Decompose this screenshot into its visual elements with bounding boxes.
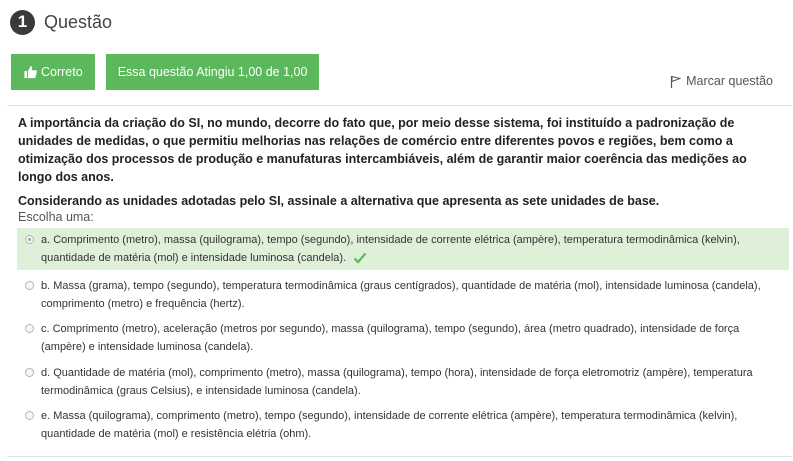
option-e-text: e. Massa (quilograma), comprimento (metro), tempo (segundo), intensidade de corrente elétrica (ampère), temperatura termodinâmica (kelvin), quantidade de matéria (mol) e resistência elétria (ohm). xyxy=(41,410,738,440)
option-d-text: d. Quantidade de matéria (mol), comprimento (metro), massa (quilograma), tempo (hora), intensidade de força eletromotriz (ampère), temperatura termodinâmica (graus Celsius), e intensidade luminosa (candela). xyxy=(41,367,753,397)
radio-option-a[interactable] xyxy=(25,235,34,244)
grade-badge xyxy=(106,54,320,90)
status-row xyxy=(11,54,319,90)
flag-question-link[interactable] xyxy=(670,74,773,88)
radio-option-b[interactable] xyxy=(25,281,34,290)
option-b-text: b. Massa (grama), tempo (segundo), temperatura termodinâmica (graus centígrados), quantidade de matéria (mol), intensidade luminosa (candela), comprimento (metro) e frequência (hertz). xyxy=(41,280,761,310)
question-text xyxy=(18,114,763,216)
flag-icon xyxy=(670,75,681,88)
status-label: Correto xyxy=(41,65,83,79)
radio-option-c[interactable] xyxy=(25,324,34,333)
question-text-paragraph-2: Considerando as unidades adotadas pelo SI, assinale a alternativa que apresenta as sete unidades de base. xyxy=(18,194,660,208)
question-text-paragraph-1: A importância da criação do SI, no mundo, decorre do fato que, por meio desse sistema, foi instituído a padronização de unidades de medidas, o que permitiu melhorias nas relações de comércio entre diferentes povos e regiões, bem como a otimização dos processos de produção e manufaturas intercambiáveis, além de garantir maior coerência das medições ao longo dos anos. xyxy=(18,116,747,184)
checkmark-icon xyxy=(353,252,367,264)
answer-option-c[interactable] xyxy=(17,317,789,359)
choose-one-label: Escolha uma: xyxy=(18,210,94,224)
question-title: Questão xyxy=(44,11,113,32)
answer-option-a[interactable] xyxy=(17,228,789,270)
status-badge xyxy=(11,54,95,90)
answer-option-e[interactable] xyxy=(17,404,789,446)
question-number-badge: 1 xyxy=(10,10,35,35)
grade-label: Essa questão Atingiu 1,00 de 1,00 xyxy=(117,65,308,79)
option-a-text: a. Comprimento (metro), massa (quilograma), tempo (segundo), intensidade de corrente elétrica (ampère), temperatura termodinâmica (kelvin), quantidade de matéria (mol) e intensidade luminosa (candela). xyxy=(41,234,740,264)
answer-option-b[interactable] xyxy=(17,274,789,316)
question-content xyxy=(7,105,792,457)
answer-option-d[interactable] xyxy=(17,361,789,403)
question-header xyxy=(10,8,112,36)
thumbs-up-icon xyxy=(23,65,38,79)
radio-option-e[interactable] xyxy=(25,411,34,420)
flag-label: Marcar questão xyxy=(686,74,773,88)
option-c-text: c. Comprimento (metro), aceleração (metros por segundo), massa (quilograma), tempo (segundo), área (metro quadrado), intensidade de força (ampère) e intensidade luminosa (candela). xyxy=(41,323,740,353)
radio-option-d[interactable] xyxy=(25,368,34,377)
